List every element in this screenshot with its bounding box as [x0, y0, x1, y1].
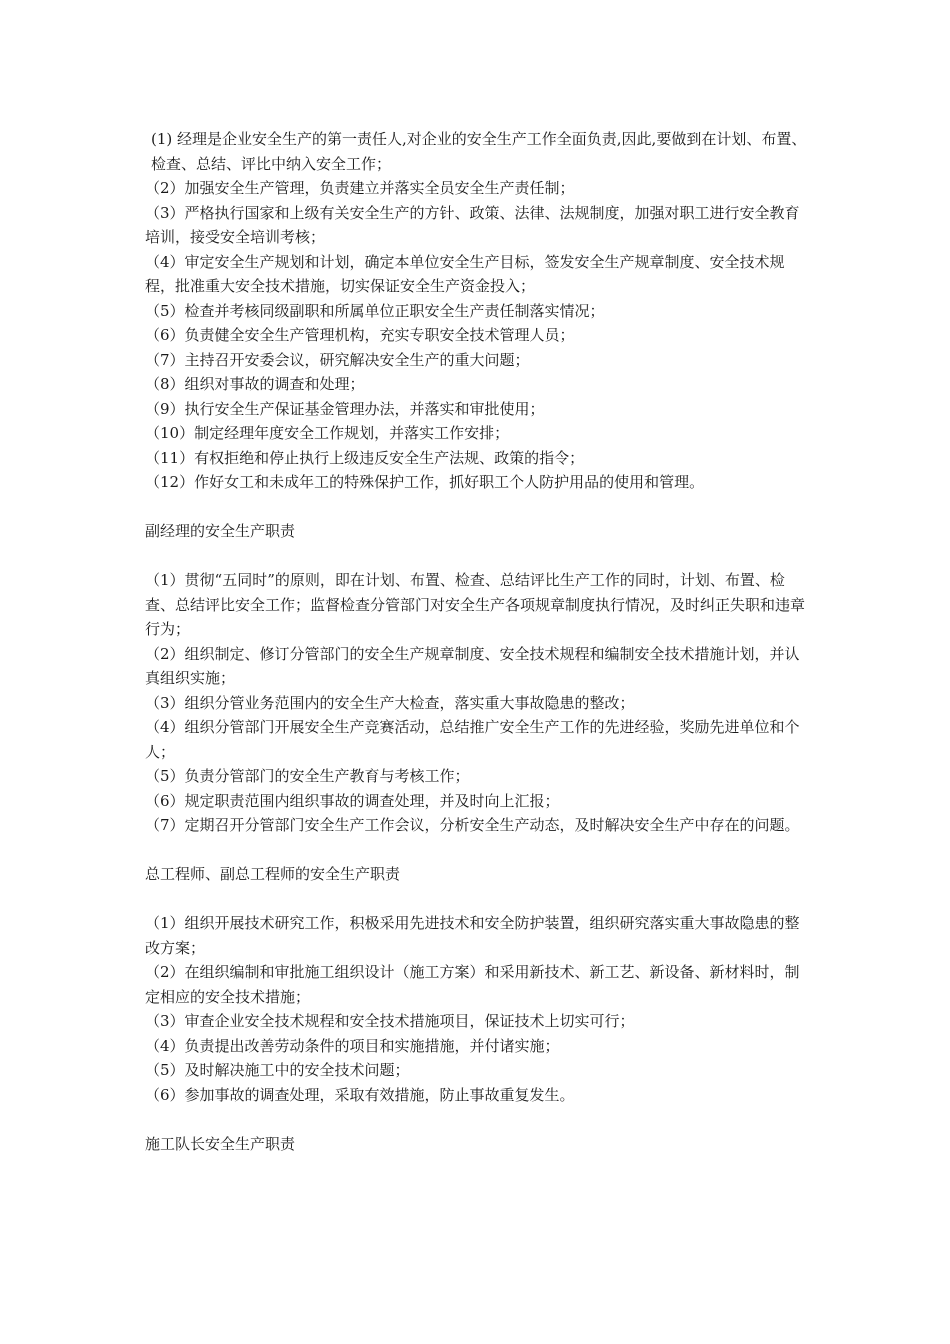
document-page [145, 127, 810, 1156]
list-item: （3）审查企业安全技术规程和安全技术措施项目，保证技术上切实可行； [145, 1012, 635, 1030]
list-item: （1）组织开展技术研究工作，积极采用先进技术和安全防护装置，组织研究落实重大事故隐患的整改方案； [145, 914, 800, 957]
list-item: （7）定期召开分管部门安全生产工作会议，分析安全生产动态，及时解决安全生产中存在的问题。 [145, 816, 800, 834]
section-chief-engineer-duties [145, 911, 810, 1107]
list-item: （11）有权拒绝和停止执行上级违反安全生产法规、政策的指令； [145, 448, 585, 467]
list-item: （5）检查并考核同级副职和所属单位正职安全生产责任制落实情况； [145, 301, 605, 320]
list-item: （6）负责健全安全生产管理机构，充实专职安全技术管理人员； [145, 326, 575, 344]
section-deputy-manager-duties [145, 568, 810, 838]
list-item: （6）参加事故的调查处理，采取有效措施，防止事故重复发生。 [145, 1085, 575, 1104]
section-heading-deputy-manager: 副经理的安全生产职责 [145, 522, 296, 540]
list-item: （4）审定安全生产规划和计划，确定本单位安全生产目标，签发安全生产规章制度、安全技术规程，批准重大安全技术措施，切实保证安全生产资金投入； [145, 252, 785, 295]
list-item: （3）严格执行国家和上级有关安全生产的方针、政策、法律、法规制度，加强对职工进行安全教育培训，接受安全培训考核； [145, 203, 800, 246]
list-item: （9）执行安全生产保证基金管理办法，并落实和审批使用； [145, 399, 545, 418]
section-heading-chief-engineer: 总工程师、副总工程师的安全生产职责 [145, 865, 401, 883]
list-item: （4）组织分管部门开展安全生产竞赛活动，总结推广安全生产工作的先进经验，奖励先进单位和个人； [145, 718, 800, 761]
spacer [145, 887, 810, 912]
spacer [145, 544, 810, 569]
spacer [145, 838, 810, 863]
list-item: （8）组织对事故的调查和处理； [145, 375, 365, 393]
list-item: （5）负责分管部门的安全生产教育与考核工作； [145, 767, 470, 785]
section-manager-duties [145, 127, 810, 495]
list-item: （2）组织制定、修订分管部门的安全生产规章制度、安全技术规程和编制安全技术措施计划，并认真组织实施； [145, 644, 800, 687]
list-item: （7）主持召开安委会议，研究解决安全生产的重大问题； [145, 350, 530, 369]
list-item: （12）作好女工和未成年工的特殊保护工作，抓好职工个人防护用品的使用和管理。 [145, 473, 705, 491]
list-item: （3）组织分管业务范围内的安全生产大检查，落实重大事故隐患的整改； [145, 693, 635, 712]
spacer [145, 495, 810, 520]
list-item: （5）及时解决施工中的安全技术问题； [145, 1061, 410, 1079]
list-item: (1) 经理是企业安全生产的第一责任人,对企业的安全生产工作全面负责,因此,要做到在计划、布置、检查、总结、评比中纳入安全工作； [151, 130, 807, 173]
spacer [145, 1107, 810, 1132]
list-item: （2）在组织编制和审批施工组织设计（施工方案）和采用新技术、新工艺、新设备、新材料时，制定相应的安全技术措施； [145, 963, 800, 1006]
section-heading-construction-team-leader: 施工队长安全生产职责 [145, 1134, 296, 1153]
list-item: （6）规定职责范围内组织事故的调查处理，并及时向上汇报； [145, 791, 560, 810]
list-item: （1）贯彻“五同时”的原则，即在计划、布置、检查、总结评比生产工作的同时，计划、布置、检查、总结评比安全工作；监督检查分管部门对安全生产各项规章制度执行情况，及时纠正失职和违章行为； [145, 571, 806, 638]
list-item: （10）制定经理年度安全工作规划，并落实工作安排； [145, 424, 510, 442]
list-item: （4）负责提出改善劳动条件的项目和实施措施，并付诸实施； [145, 1036, 560, 1055]
list-item: （2）加强安全生产管理，负责建立并落实全员安全生产责任制； [145, 179, 575, 197]
